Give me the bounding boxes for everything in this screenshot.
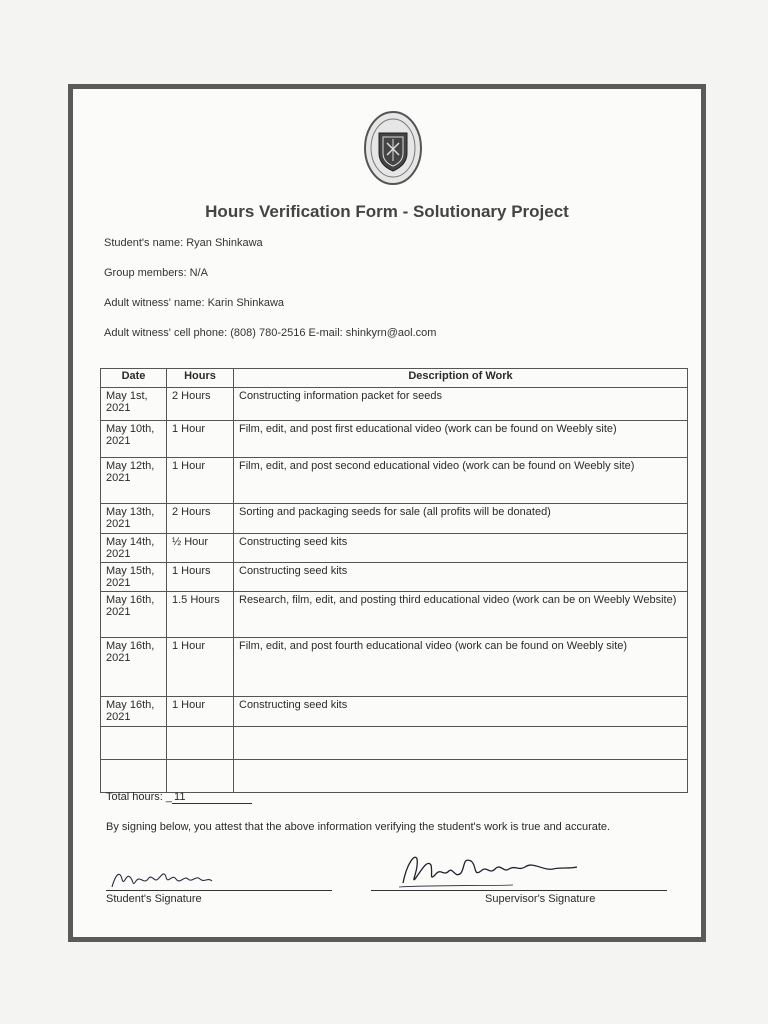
header-description: Description of Work: [234, 369, 688, 388]
description-cell: Constructing seed kits: [234, 563, 688, 592]
description-cell: Constructing seed kits: [234, 697, 688, 727]
hours-cell: [167, 727, 234, 760]
date-cell: May 10th, 2021: [101, 421, 167, 458]
hours-cell: 1.5 Hours: [167, 592, 234, 638]
table-row: [101, 388, 688, 421]
description-cell: Film, edit, and post fourth educational video (work can be found on Weebly site): [234, 638, 688, 697]
description-cell: Constructing information packet for seeds: [234, 388, 688, 421]
witness-name-line: Adult witness' name: Karin Shinkawa: [104, 297, 285, 309]
table-row: [101, 421, 688, 458]
date-cell: May 12th, 2021: [101, 458, 167, 504]
description-cell: Constructing seed kits: [234, 534, 688, 563]
school-seal-icon: [363, 109, 423, 187]
form-title: Hours Verification Form - Solutionary Project: [205, 202, 569, 221]
date-cell: May 14th, 2021: [101, 534, 167, 563]
hours-cell: 1 Hour: [167, 421, 234, 458]
date-cell: May 15th, 2021: [101, 563, 167, 592]
supervisor-signature: [393, 849, 583, 893]
table-row: [101, 534, 688, 563]
total-hours: [106, 791, 252, 804]
hours-cell: 2 Hours: [167, 388, 234, 421]
total-hours-label: Total hours: _: [106, 791, 173, 803]
student-signature: [108, 865, 228, 893]
date-cell: [101, 727, 167, 760]
hours-table: [100, 368, 688, 793]
table-row: [101, 697, 688, 727]
hours-cell: 1 Hour: [167, 697, 234, 727]
date-cell: May 16th, 2021: [101, 592, 167, 638]
witness-contact-line: Adult witness' cell phone: (808) 780-2516 E-mail: shinkyrn@aol.com: [104, 327, 437, 339]
hours-cell: 1 Hours: [167, 563, 234, 592]
table-row: [101, 760, 688, 793]
hours-cell: [167, 760, 234, 793]
table-row: [101, 638, 688, 697]
form-sheet: [68, 84, 706, 942]
hours-cell: 2 Hours: [167, 504, 234, 534]
table-row: [101, 504, 688, 534]
date-cell: May 16th, 2021: [101, 638, 167, 697]
description-cell: [234, 760, 688, 793]
description-cell: Film, edit, and post first educational video (work can be found on Weebly site): [234, 421, 688, 458]
student-signature-label: Student's Signature: [106, 893, 202, 905]
table-header-row: [101, 369, 688, 388]
date-cell: [101, 760, 167, 793]
attestation-text: By signing below, you attest that the above information verifying the student's work is true and accurate.: [106, 821, 611, 833]
date-cell: May 1st, 2021: [101, 388, 167, 421]
date-cell: May 13th, 2021: [101, 504, 167, 534]
description-cell: Research, film, edit, and posting third educational video (work can be on Weebly Website): [234, 592, 688, 638]
header-hours: Hours: [167, 369, 234, 388]
table-row: [101, 592, 688, 638]
description-cell: [234, 727, 688, 760]
header-date: Date: [101, 369, 167, 388]
date-cell: May 16th, 2021: [101, 697, 167, 727]
description-cell: Film, edit, and post second educational video (work can be found on Weebly site): [234, 458, 688, 504]
table-row: [101, 727, 688, 760]
group-members-line: Group members: N/A: [104, 267, 208, 279]
student-signature-line: [106, 890, 332, 891]
hours-cell: 1 Hour: [167, 638, 234, 697]
table-row: [101, 563, 688, 592]
total-hours-value: 11: [172, 791, 252, 804]
supervisor-signature-line: [371, 890, 667, 891]
hours-cell: ½ Hour: [167, 534, 234, 563]
student-name-line: Student's name: Ryan Shinkawa: [104, 237, 263, 249]
table-row: [101, 458, 688, 504]
description-cell: Sorting and packaging seeds for sale (all profits will be donated): [234, 504, 688, 534]
hours-cell: 1 Hour: [167, 458, 234, 504]
supervisor-signature-label: Supervisor's Signature: [485, 893, 596, 905]
